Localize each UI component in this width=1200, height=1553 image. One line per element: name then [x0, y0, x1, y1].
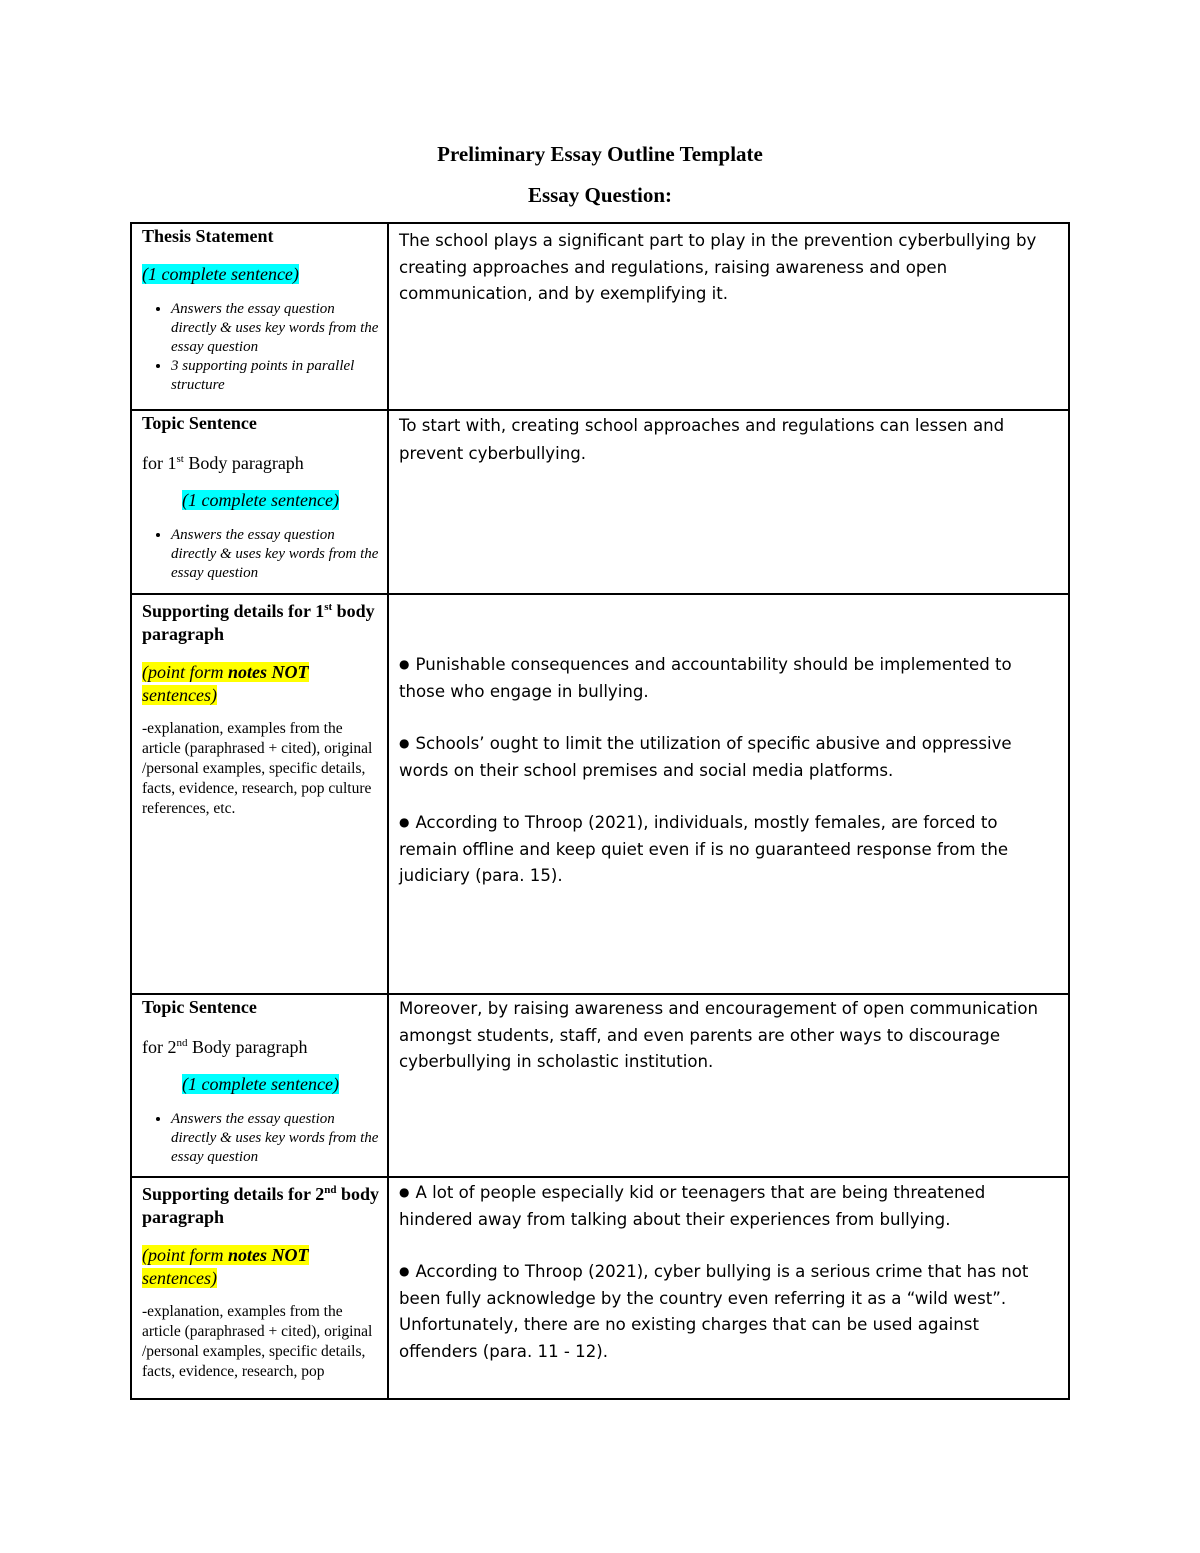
table-row [131, 223, 1069, 410]
row-explanation: -explanation, examples from the article (paraphrased + cited), original /personal examples, specific details, facts, evidence, research, pop culture references, etc. [142, 720, 373, 817]
topic1-label-cell [131, 410, 388, 594]
row-heading: Supporting details for 1st body paragraph [142, 601, 375, 644]
instruction-list [142, 1110, 379, 1167]
row-note: (point form notes NOT sentences) [142, 662, 309, 705]
table-row [131, 1177, 1069, 1399]
table-row [131, 594, 1069, 994]
topic2-label-cell [131, 994, 388, 1177]
row-heading: Topic Sentence [142, 997, 257, 1017]
row-note: (point form notes NOT sentences) [142, 1245, 309, 1288]
support1-content-cell[interactable] [388, 594, 1069, 994]
topic1-content-cell[interactable] [388, 410, 1069, 594]
row-heading: Supporting details for 2nd body paragraph [142, 1184, 379, 1227]
row-note: (1 complete sentence) [182, 1074, 339, 1094]
topic2-text: Moreover, by raising awareness and encouragement of open communication amongst students, staff, and even parents are other ways to discourage cyberbullying in scholastic institution. [399, 999, 1039, 1071]
list-item: ● A lot of people especially kid or teenagers that are being threatened hindered away from talking about their experiences from bullying. [399, 1183, 986, 1229]
thesis-content-cell[interactable] [388, 223, 1069, 410]
list-item: ● Punishable consequences and accountability should be implemented to those who engage in bullying. [399, 655, 1012, 701]
thesis-label-cell [131, 223, 388, 410]
table-row [131, 994, 1069, 1177]
list-item: • Answers the essay question directly & uses key words from the essay question [171, 300, 379, 357]
row-note: (1 complete sentence) [142, 264, 299, 284]
row-explanation: -explanation, examples from the article (paraphrased + cited), original /personal examples, specific details, facts, evidence, research, pop [142, 1303, 373, 1380]
row-heading: Thesis Statement [142, 226, 274, 246]
row-subheading: for 1st Body paragraph [142, 453, 304, 473]
support2-content-cell[interactable] [388, 1177, 1069, 1399]
list-item: • 3 supporting points in parallel structure [171, 357, 379, 395]
list-item: ● According to Throop (2021), individuals, mostly females, are forced to remain offline and keep quiet even if is no guaranteed response from the judiciary (para. 15). [399, 813, 1009, 885]
row-note: (1 complete sentence) [182, 490, 339, 510]
topic2-content-cell[interactable] [388, 994, 1069, 1177]
row-heading: Topic Sentence [142, 413, 257, 433]
instruction-list [142, 300, 379, 395]
essay-question-label: Essay Question: [527, 183, 673, 207]
outline-table [130, 222, 1070, 1400]
row-subheading: for 2nd Body paragraph [142, 1037, 308, 1057]
topic1-text: To start with, creating school approaches and regulations can lessen and prevent cyberbullying. [399, 416, 1005, 463]
table-row [131, 410, 1069, 594]
instruction-list [142, 526, 379, 583]
list-item: • Answers the essay question directly & uses key words from the essay question [171, 526, 379, 583]
thesis-text: The school plays a significant part to play in the prevention cyberbullying by creating approaches and regulations, raising awareness and open communication, and by exemplifying it. [399, 231, 1037, 303]
list-item: ● Schools’ ought to limit the utilization of specific abusive and oppressive words on their school premises and social media platforms. [399, 734, 1012, 780]
support2-label-cell [131, 1177, 388, 1399]
list-item: ● According to Throop (2021), cyber bullying is a serious crime that has not been fully acknowledge by the country even referring it as a “wild west”. Unfortunately, there are no existing charges that can be used against offenders (para. 11 - 12). [399, 1262, 1029, 1361]
support1-label-cell [131, 594, 388, 994]
list-item: • Answers the essay question directly & uses key words from the essay question [171, 1110, 379, 1167]
document-title: Preliminary Essay Outline Template [437, 142, 763, 166]
